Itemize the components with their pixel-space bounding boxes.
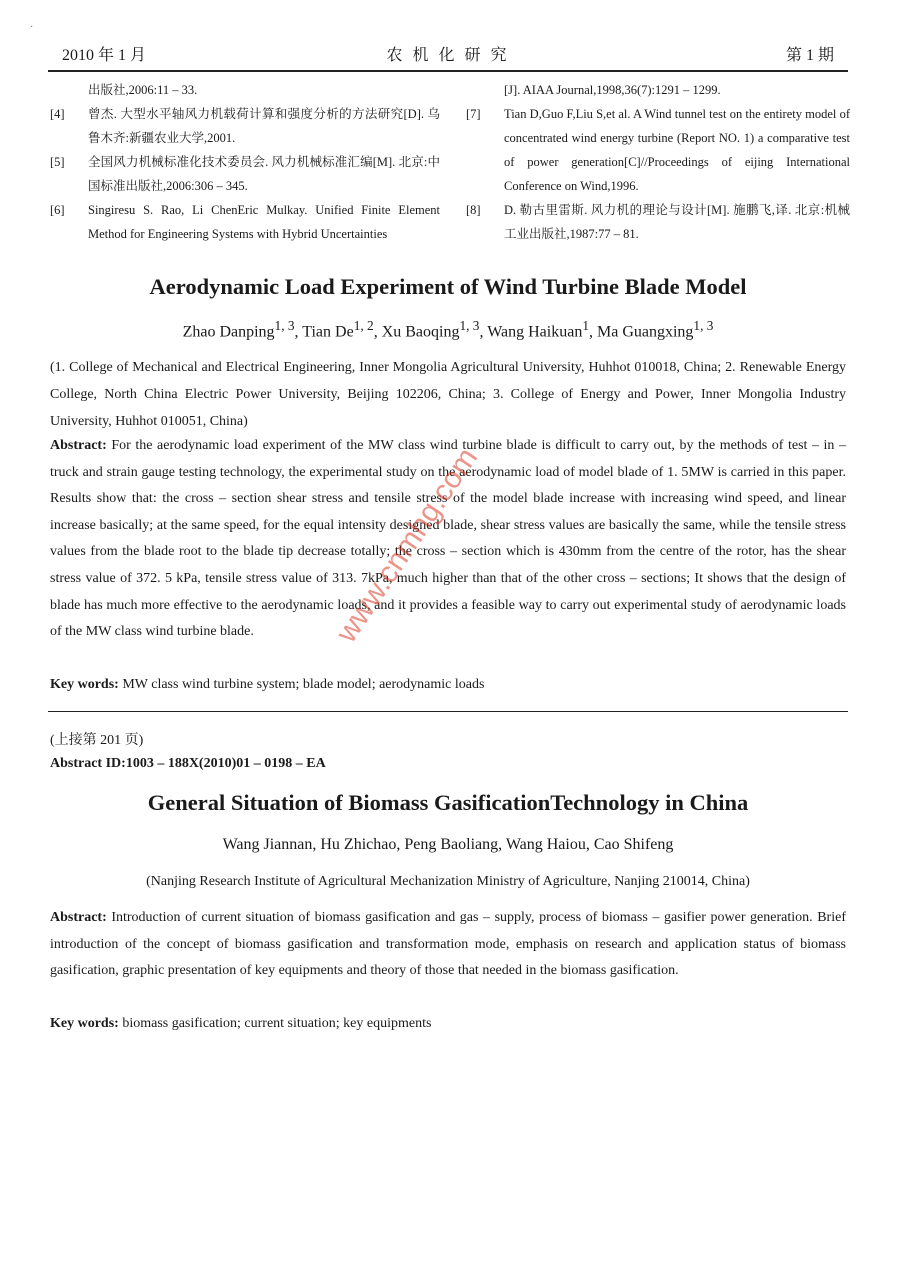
section-divider <box>48 711 848 712</box>
reference-text: Singiresu S. Rao, Li ChenEric Mulkay. Unified Finite Element Method for Engineering Systems with Hybrid Uncertainties <box>88 203 440 241</box>
reference-item <box>466 198 850 246</box>
article1-authors: Zhao Danping$^{1, 3}$, Tian De$^{1, 2}$, Xu Baoqing$^{1, 3}$, Wang Haikuan$^1$, Ma Guangxing$^{1, 3}$ <box>182 318 714 341</box>
author-affil-sup: 1, 3 <box>459 318 480 333</box>
article1-affiliation: (1. College of Mechanical and Electrical Engineering, Inner Mongolia Agricultural University, Huhhot 010018, China; 2. Renewable Energy College, North China Electric Power University, Beijing 102206, China; 3. College of Energy and Power, Inner Mongolia Industry University, Huhhot 010051, China) <box>50 360 846 429</box>
article2-abstract <box>50 905 846 985</box>
keywords-text: biomass gasification; current situation; key equipments <box>122 1016 432 1031</box>
author-affil-sup: 1, 3 <box>693 318 714 333</box>
reference-item <box>50 102 440 150</box>
reference-item <box>50 150 440 198</box>
reference-number: [5] <box>50 155 65 169</box>
article2-authors: Wang Jiannan, Hu Zhichao, Peng Baoliang, Wang Haiou, Cao Shifeng <box>222 836 674 853</box>
author-name: Xu Baoqing <box>381 323 460 341</box>
article2-title: General Situation of Biomass GasificationTechnology in China <box>147 790 749 815</box>
reference-item <box>50 78 440 102</box>
abstract-text: Introduction of current situation of biomass gasification and gas – supply, process of biomass – gasifier power generation. Brief introduction of the concept of biomass gasification and transformation mode, emphasis on research and application status of biomass gasification, graphic presentation of key equipments and theory of those that needed in the biomass gasification. <box>50 910 846 979</box>
header-issue: 第 1 期 <box>785 47 834 64</box>
abstract-label: Abstract: <box>50 438 107 453</box>
reference-item <box>50 198 440 246</box>
article1-title: Aerodynamic Load Experiment of Wind Turbine Blade Model <box>149 274 747 299</box>
scan-mark: · <box>30 22 34 33</box>
reference-number: [8] <box>466 203 481 217</box>
reference-item <box>466 78 850 102</box>
author-name: Wang Haikuan <box>487 323 583 341</box>
reference-number: [4] <box>50 107 65 121</box>
author-affil-sup: 1, 2 <box>353 318 374 333</box>
keywords-text: MW class wind turbine system; blade model; aerodynamic loads <box>122 677 485 692</box>
header-date: 2010 年 1 月 <box>62 47 147 64</box>
keywords-label: Key words: <box>50 1016 119 1031</box>
author-affil-sup: 1 <box>582 318 589 333</box>
page-header <box>48 42 848 66</box>
abstract-text: For the aerodynamic load experiment of the MW class wind turbine blade is difficult to carry out, by the methods of test – in – truck and strain gauge testing technology, the experimental study on the aerodynamic load of model blade of 1. 5MW is carried in this paper. Results show that: the cross – section shear stress and tensile stress of the model blade increase with increasing wind speed, and linear increase basically; at the same speed, for the equal intensity designed blade, shear stress values are basically the same, while the tensile stress values from the blade root to the blade tip decrease totally; the cross – section which is 430mm from the centre of the rotor, has the shear stress value of 372. 5 kPa, tensile stress value of 313. 7kPa, much higher than that of the other cross – sections; It shows that the design of blade has much more effective to the aerodynamic loads, and it provides a feasible way to carry out experimental study of aerodynamic loads of the MW class wind turbine blade. <box>50 438 847 640</box>
reference-text: 全国风力机械标准化技术委员会. 风力机械标准汇编[M]. 北京:中国标准出版社,2006:306 – 345. <box>88 155 440 193</box>
header-rule <box>48 70 848 72</box>
article2-keywords <box>50 1011 846 1038</box>
author-name: Ma Guangxing <box>596 323 694 341</box>
references-right-column <box>466 78 850 246</box>
reference-text: 曾杰. 大型水平轴风力机载荷计算和强度分析的方法研究[D]. 乌鲁木齐:新疆农业大学,2001. <box>88 107 440 145</box>
abstract-label: Abstract: <box>50 910 107 925</box>
header-journal: 农 机 化 研 究 <box>386 47 510 64</box>
continued-note: (上接第 201 页) <box>50 733 144 748</box>
site-watermark: www.cnmhg.com <box>330 442 485 649</box>
article1-keywords <box>50 672 846 699</box>
keywords-label: Key words: <box>50 677 119 692</box>
reference-text: 出版社,2006:11 – 33. <box>88 83 198 97</box>
references-left-column <box>50 78 440 246</box>
abstract-id: Abstract ID:1003 – 188X(2010)01 – 0198 – EA <box>50 756 326 771</box>
reference-text: Tian D,Guo F,Liu S,et al. A Wind tunnel test on the entirety model of concentrated wind energy turbine (Report NO. 1) a comparative test of power generation[C]//Proceedings of eijing International Conference on Wind,1996. <box>504 107 850 193</box>
reference-text: D. 勒古里雷斯. 风力机的理论与设计[M]. 施鹏飞,译. 北京:机械工业出版社,1987:77 – 81. <box>504 203 850 241</box>
reference-number: [7] <box>466 107 481 121</box>
author-affil-sup: 1, 3 <box>274 318 295 333</box>
author-name: Tian De <box>302 323 354 341</box>
reference-number: [6] <box>50 203 65 217</box>
reference-item <box>466 102 850 198</box>
author-name: Zhao Danping <box>182 323 275 341</box>
reference-text: [J]. AIAA Journal,1998,36(7):1291 – 1299. <box>504 83 721 97</box>
article2-affiliation: (Nanjing Research Institute of Agricultural Mechanization Ministry of Agriculture, Nanjing 210014, China) <box>146 874 750 889</box>
